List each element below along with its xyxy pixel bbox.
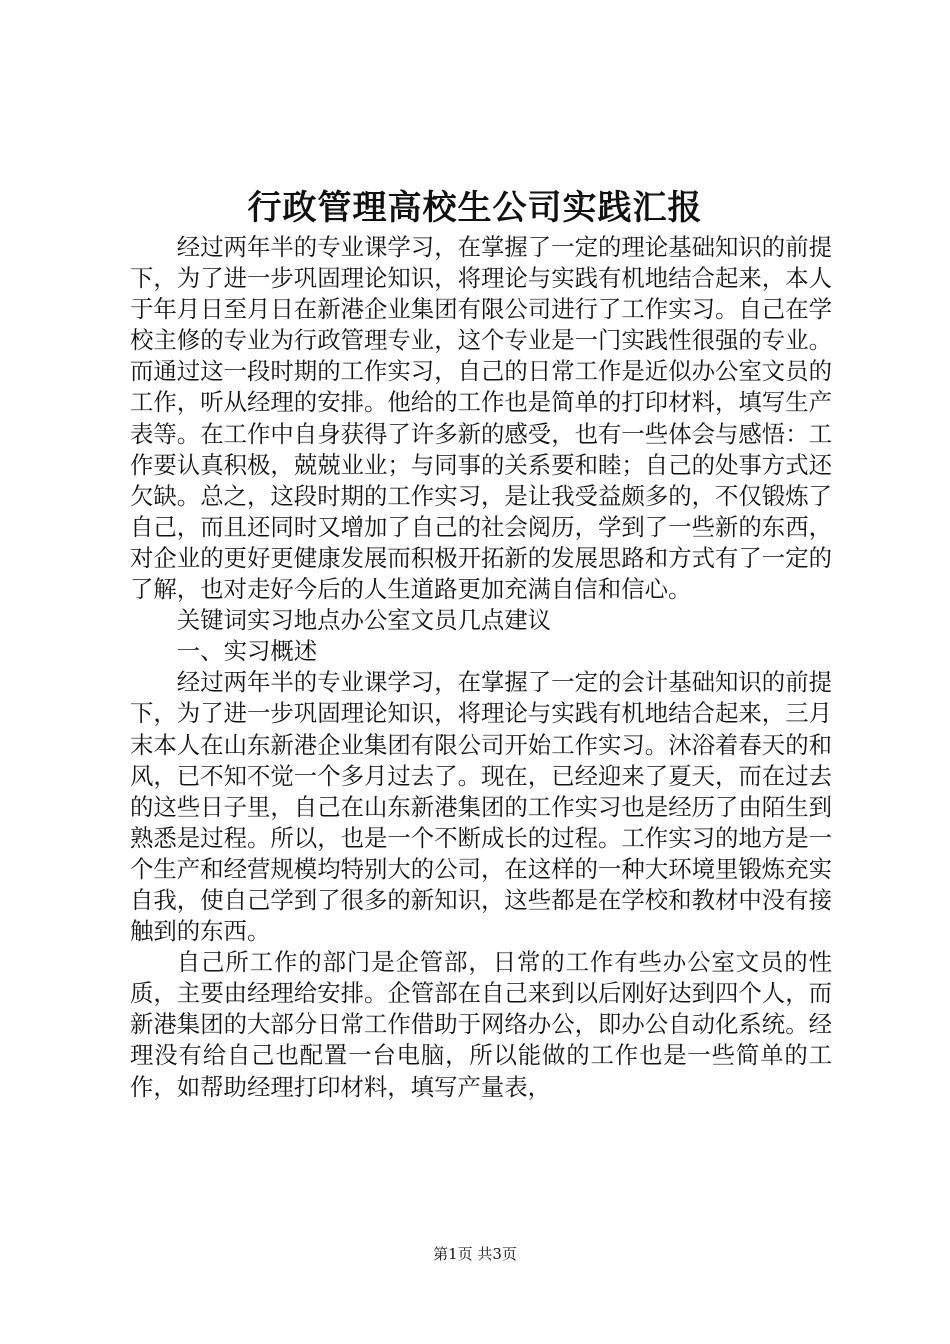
paragraph-department: 自己所工作的部门是企管部，日常的工作有些办公室文员的性质，主要由经理给安排。企管部在自己来到以后刚好达到四个人，而新港集团的大部分日常工作借助于网络办公，即办公自动化系统。经理没有给自己也配置一台电脑，所以能做的工作也是一些简单的工作，如帮助经理打印材料，填写产量表， <box>130 948 832 1101</box>
paragraph-overview: 经过两年半的专业课学习，在掌握了一定的会计基础知识的前提下，为了进一步巩固理论知识，将理论与实践有机地结合起来，三月末本人在山东新港企业集团有限公司开始工作实习。沐浴着春天的和风，已不知不觉一个多月过去了。现在，已经迎来了夏天，而在过去的这些日子里，自己在山东新港集团的工作实习也是经历了由陌生到熟悉是过程。所以，也是一个不断成长的过程。工作实习的地方是一个生产和经营规模均特别大的公司，在这样的一种大环境里锻炼充实自我，使自己学到了很多的新知识，这些都是在学校和教材中没有接触到的东西。 <box>130 668 832 946</box>
section-heading-overview: 一、实习概述 <box>176 637 318 666</box>
page-footer: 第1页 共3页 <box>433 1245 517 1263</box>
paragraph-keywords: 关键词实习地点办公室文员几点建议 <box>176 606 552 635</box>
document-title: 行政管理高校生公司实践汇报 <box>247 188 703 228</box>
document-body <box>130 232 832 1103</box>
paragraph-abstract: 经过两年半的专业课学习，在掌握了一定的理论基础知识的前提下，为了进一步巩固理论知识，将理论与实践有机地结合起来，本人于年月日至月日在新港企业集团有限公司进行了工作实习。自己在学校主修的专业为行政管理专业，这个专业是一门实践性很强的专业。而通过这一段时期的工作实习，自己的日常工作是近似办公室文员的工作，听从经理的安排。他给的工作也是简单的打印材料，填写生产表等。在工作中自身获得了许多新的感受，也有一些体会与感悟：工作要认真积极，兢兢业业；与同事的关系要和睦；自己的处事方式还欠缺。总之，这段时期的工作实习，是让我受益颇多的，不仅锻炼了自己，而且还同时又增加了自己的社会阅历，学到了一些新的东西，对企业的更好更健康发展而积极开拓新的发展思路和方式有了一定的了解，也对走好今后的人生道路更加充满自信和信心。 <box>130 233 832 604</box>
